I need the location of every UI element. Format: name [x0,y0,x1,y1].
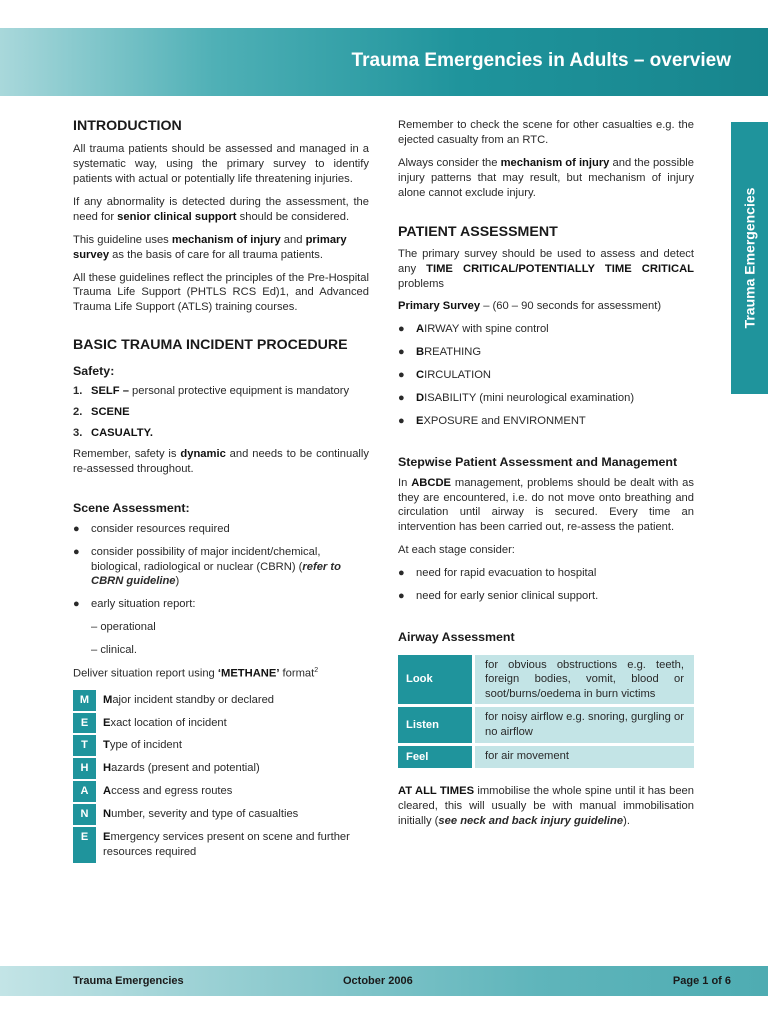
primary-survey-line: Primary Survey – (60 – 90 seconds for assessment) [398,300,662,313]
intro-p3: This guideline uses mechanism of injury and primary survey as the basis of care for all trauma patients. [73,233,347,261]
airway-heading: Airway Assessment [398,629,515,644]
methane-text [96,758,369,779]
methane-letter: A [73,781,96,802]
airway-value: for noisy airflow e.g. snoring, gurgling or no airflow [475,707,694,742]
bullet-icon: ● [398,590,405,603]
abcde-text [416,368,491,383]
page-title: Trauma Emergencies in Adults – overview [351,50,731,71]
patient-heading: PATIENT ASSESSMENT [398,224,558,241]
bullet-icon: ● [398,369,405,382]
bullet-icon: ● [73,545,80,558]
abcde-first: C [416,369,425,382]
footer-date: October 2006 [343,975,413,987]
abcde-item [398,414,694,429]
dash-item: – clinical. [91,644,138,657]
abcde-text [416,414,586,429]
bullet-icon: ● [398,414,405,427]
airway-table [398,655,694,769]
right-p1: Remember to check the scene for other casualties e.g. the ejected casualty from an RTC. [398,119,694,146]
basic-heading: BASIC TRAUMA INCIDENT PROCEDURE [73,337,348,354]
methane-first: E [103,716,111,729]
airway-key: Feel [398,746,472,769]
methane-first: N [103,808,112,821]
item-bold: CASUALTY. [91,427,153,440]
methane-row [73,781,369,802]
abcde-rest: ISABILITY (mini neurological examination) [424,392,635,405]
abcde-text [416,322,549,337]
abcde-first: B [416,346,425,359]
methane-letter: E [73,827,96,863]
abcde-rest: IRCULATION [424,369,492,382]
methane-row [73,758,369,779]
abcde-first: D [416,392,425,405]
abcde-rest: XPOSURE and ENVIRONMENT [423,414,586,427]
methane-text [96,713,369,734]
methane-letter: E [73,713,96,734]
item-number: 2. [73,406,83,419]
abcde-item [398,345,694,360]
abcde-item [398,391,694,406]
abcde-text [416,391,634,406]
item-rest: personal protective equipment is mandatory [128,385,350,398]
footer-left: Trauma Emergencies [73,975,184,987]
methane-row [73,690,369,711]
methane-letter: N [73,804,96,825]
methane-rest: ype of incident [109,739,182,752]
methane-letter: H [73,758,96,779]
item-text [91,405,130,420]
abcde-rest: IRWAY with spine control [424,323,549,336]
scene-heading: Scene Assessment: [73,500,190,515]
intro-p4: All these guidelines reflect the principles of the Pre-Hospital Trauma Life Support (PHTLS RCS Ed)1, and Advanced Trauma Life Support (ATLS) training courses. [73,271,369,314]
item-text [91,426,153,441]
page-header [0,28,768,96]
methane-first: A [103,785,112,798]
methane-row [73,827,369,863]
methane-table [73,690,369,863]
abcde-first: A [416,323,425,336]
methane-rest: azards (present and potential) [111,762,260,775]
list-item: ● need for early senior clinical support. [398,590,599,603]
airway-value: for obvious obstructions e.g. teeth, foreign bodies, vomit, blood or soot/burns/oedema in burn victims [475,655,694,705]
item-number: 1. [73,385,83,398]
methane-rest: umber, severity and type of casualties [111,808,299,821]
safety-item [73,384,369,399]
patient-p1: The primary survey should be used to assess and detect any TIME CRITICAL/POTENTIALLY TIME CRITICAL problems [398,247,694,290]
airway-key: Look [398,655,472,705]
page-footer [0,966,768,996]
bullet-icon: ● [398,346,405,359]
methane-rest: mergency services present on scene and further resources required [103,830,350,858]
methane-rest: ajor incident standby or declared [112,693,275,706]
item-text [91,384,349,399]
methane-rest: xact location of incident [110,716,227,729]
bullet-icon: ● [73,522,80,535]
deliver-text: Deliver situation report using ‘METHANE’ format$^2$ [73,667,319,680]
bullet-icon: ● [398,567,405,580]
section-tab [731,122,768,394]
stepwise-p2: At each stage consider: [398,544,515,557]
methane-first: E [103,830,111,843]
remember-text: Remember, safety is dynamic and needs to be continually re-assessed throughout. [73,448,369,475]
methane-text [96,827,369,863]
bullet-icon: ● [398,323,405,336]
safety-item [73,426,369,441]
left-column [73,118,369,865]
stepwise-p1: In ABCDE management, problems should be dealt with as they are encountered, i.e. do not move onto breathing and circulation until airway is secured. Every time an intervention has been carried out, re-assess the patient. [398,476,694,534]
abcde-item [398,368,694,383]
safety-item [73,405,369,420]
abcde-text [416,345,481,360]
airway-final: AT ALL TIMES immobilise the whole spine until it has been cleared, this will usually be with manual immobilisation initially (see neck and back injury guideline). [398,785,694,828]
intro-p2: If any abnormality is detected during the assessment, the need for senior clinical support should be considered. [73,196,369,223]
dash-item: – operational [91,621,156,634]
airway-row [398,655,694,705]
methane-row [73,713,369,734]
methane-text [96,781,369,802]
stepwise-heading: Stepwise Patient Assessment and Management [398,454,678,469]
abcde-first: E [416,414,424,427]
methane-text [96,690,369,711]
list-item: ● early situation report: [73,598,196,611]
airway-key: Listen [398,707,472,742]
methane-letter: T [73,735,96,756]
methane-text [96,735,369,756]
item-bold: SELF – [91,385,129,398]
item-number: 3. [73,427,83,440]
list-item: ● need for rapid evacuation to hospital [398,567,597,580]
methane-first: H [103,762,112,775]
abcde-list [398,322,694,428]
airway-value: for air movement [475,746,694,769]
methane-rest: ccess and egress routes [111,785,233,798]
intro-heading: INTRODUCTION [73,118,182,134]
safety-list [73,384,369,441]
right-p2: Always consider the mechanism of injury and the possible injury patterns that may result, but mechanism of injury alone cannot exclude injury. [398,156,694,199]
safety-heading: Safety: [73,363,115,378]
methane-text [96,804,369,825]
list-item: ● consider resources required [73,522,230,535]
methane-first: T [103,739,110,752]
methane-row [73,735,369,756]
abcde-rest: REATHING [424,346,482,359]
airway-row [398,707,694,742]
bullet-icon: ● [73,598,80,611]
methane-first: M [103,693,113,706]
item-bold: SCENE [91,406,130,419]
right-column [398,118,694,837]
list-item: ● consider possibility of major incident/chemical, biological, radiological or nuclear (CBRN) (refer to CBRN guideline) [73,545,341,588]
section-tab-label: Trauma Emergencies [741,187,758,329]
bullet-icon: ● [398,392,405,405]
intro-p1: All trauma patients should be assessed and managed in a systematic way, using the primary survey to identify patients with actual or potentially life threatening injuries. [73,143,369,186]
methane-row [73,804,369,825]
methane-letter: M [73,690,96,711]
footer-page: Page 1 of 6 [672,975,731,987]
airway-row [398,746,694,769]
abcde-item [398,322,694,337]
